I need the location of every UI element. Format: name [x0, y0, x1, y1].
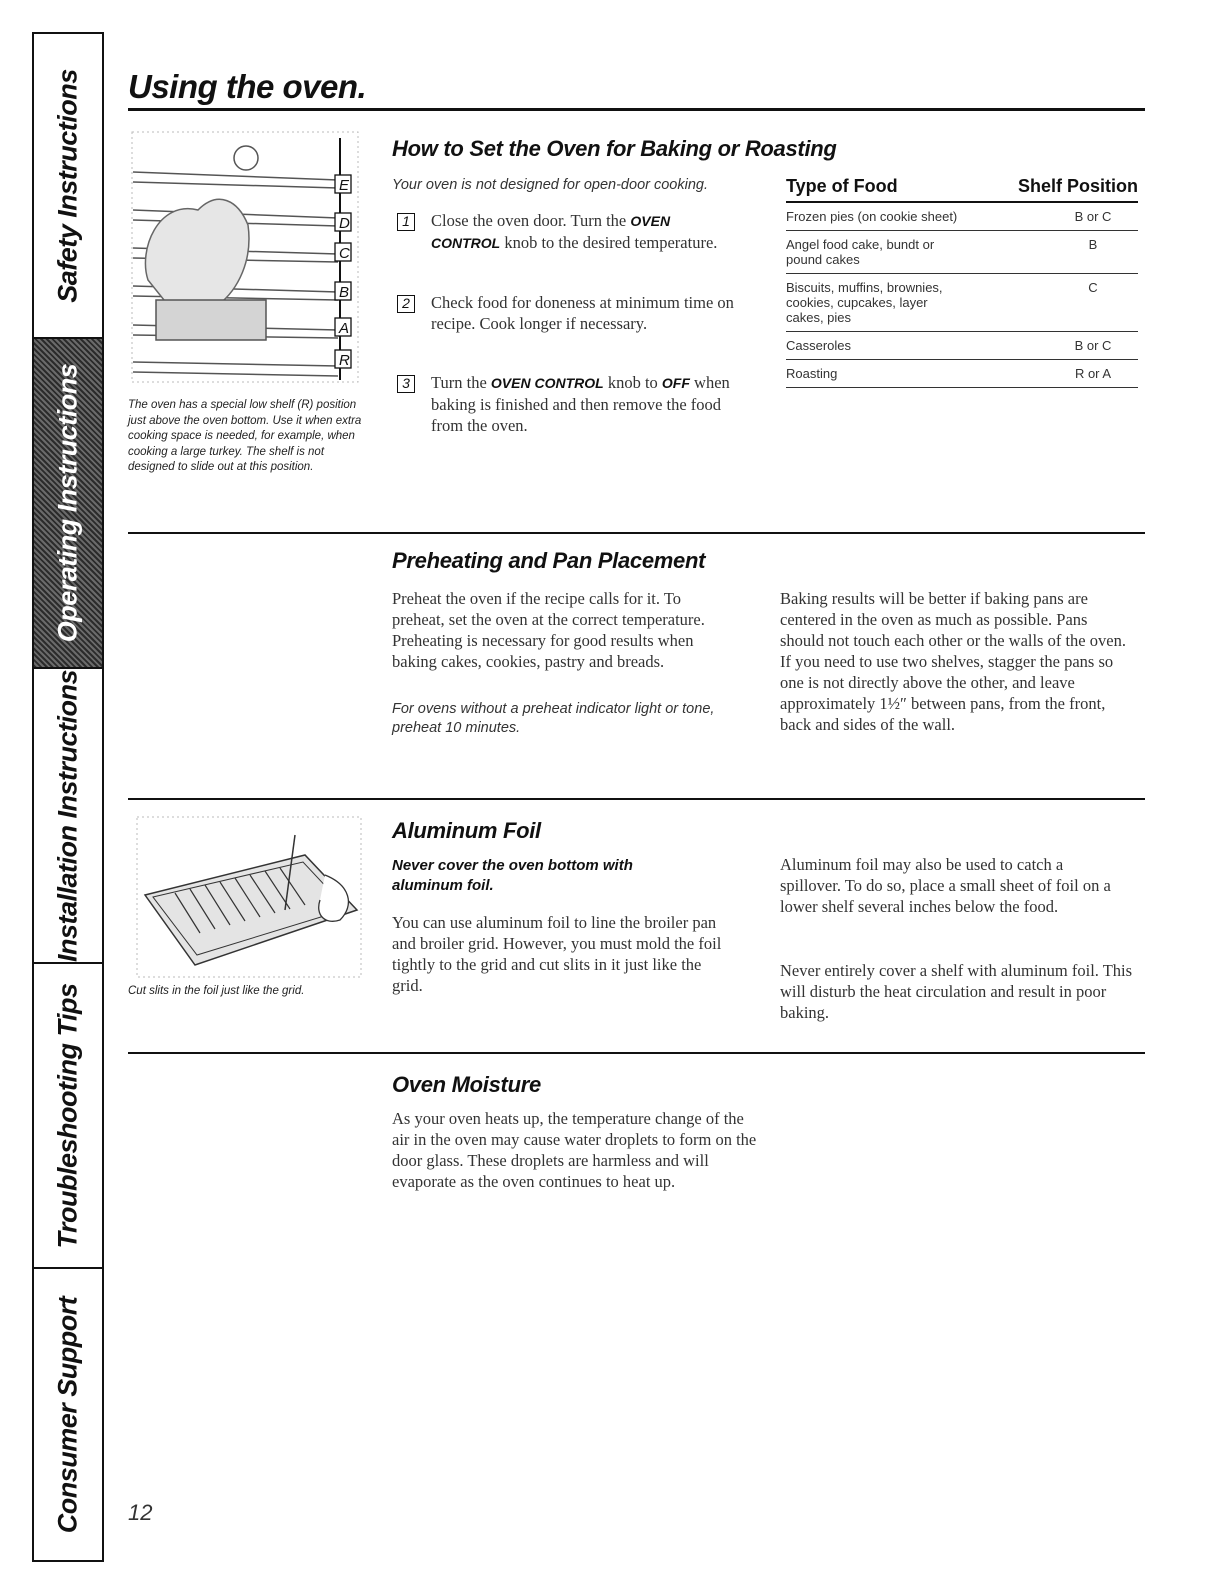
- shelf-label-r: R: [339, 352, 350, 369]
- baking-note: Your oven is not designed for open-door cooking.: [392, 177, 708, 193]
- shelf-position-table: [786, 176, 1138, 388]
- shelf-label-d: D: [339, 215, 350, 232]
- foil-paragraph-3: Never entirely cover a shelf with aluminum foil. This will disturb the heat circulation and result in poor baking.: [780, 961, 1133, 1022]
- table-header-food: Type of Food: [786, 176, 898, 196]
- title-rule: [128, 108, 1145, 111]
- section-heading-aluminum-foil: Aluminum Foil: [392, 818, 541, 843]
- section-divider: [128, 1052, 1145, 1054]
- table-row: [786, 231, 1138, 274]
- table-cell-food: Biscuits, muffins, brownies, cookies, cupcakes, layer cakes, pies: [786, 280, 943, 325]
- foil-warning: Never cover the oven bottom with aluminum foil.: [392, 857, 633, 894]
- page-number: 12: [128, 1500, 153, 1525]
- step-text: Close the oven door. Turn the OVEN CONTROL knob to the desired temperature.: [431, 211, 718, 252]
- baking-step-1: [397, 210, 741, 254]
- sidebar-item-label: Consumer Support: [52, 1296, 83, 1533]
- foil-paragraph-1: You can use aluminum foil to line the broiler pan and broiler grid. However, you must mold the foil tightly to the grid and cut slits in it just like the grid.: [392, 913, 722, 995]
- sidebar-item-operating-instructions[interactable]: [34, 339, 102, 669]
- step-number: 3: [397, 375, 415, 393]
- shelf-label-c: C: [339, 245, 350, 262]
- table-cell-position: B: [1088, 237, 1098, 252]
- preheat-paragraph: Preheat the oven if the recipe calls for it. To preheat, set the oven at the correct temperature. Preheating is necessary for good results when baking cakes, cookies, pastry and breads.: [392, 589, 705, 671]
- table-cell-position: R or A: [1074, 366, 1112, 381]
- sidebar-item-consumer-support[interactable]: [34, 1269, 102, 1560]
- foil-paragraph-2: Aluminum foil may also be used to catch a spillover. To do so, place a small sheet of foil on a lower shelf several inches below the food.: [780, 855, 1111, 916]
- table-header-shelf: Shelf Position: [1017, 176, 1138, 196]
- baking-step-2: [397, 292, 741, 334]
- oven-shelves-illustration: [128, 130, 373, 392]
- table-row: [786, 332, 1138, 360]
- shelf-label-e: E: [339, 177, 350, 194]
- section-heading-preheating: Preheating and Pan Placement: [392, 548, 706, 573]
- section-heading-oven-moisture: Oven Moisture: [392, 1072, 541, 1097]
- page-title: Using the oven.: [128, 68, 367, 105]
- table-header: [786, 176, 1138, 203]
- step-text: Turn the OVEN CONTROL knob to OFF when baking is finished and then remove the food from the oven.: [431, 373, 730, 435]
- preheat-note: For ovens without a preheat indicator light or tone, preheat 10 minutes.: [392, 701, 715, 736]
- sidebar-item-label: Safety Instructions: [52, 68, 83, 303]
- sidebar-item-troubleshooting-tips[interactable]: [34, 964, 102, 1269]
- sidebar-item-installation-instructions[interactable]: [34, 669, 102, 964]
- section-sidebar: [32, 32, 104, 1562]
- table-cell-position: B or C: [1074, 338, 1112, 353]
- step-number: 2: [397, 295, 415, 313]
- sidebar-item-safety-instructions[interactable]: [34, 34, 102, 339]
- section-divider: [128, 532, 1145, 534]
- table-row: [786, 203, 1138, 231]
- moisture-paragraph: As your oven heats up, the temperature change of the air in the oven may cause water droplets to form on the door glass. These droplets are harmless and will evaporate as the oven continues to heat up.: [392, 1109, 757, 1191]
- shelf-label-a: A: [339, 320, 350, 337]
- table-cell-position: C: [1088, 280, 1098, 295]
- table-row: [786, 274, 1138, 332]
- step-number: 1: [397, 213, 415, 231]
- table-row: [786, 360, 1138, 388]
- shelf-label-b: B: [339, 284, 350, 301]
- baking-step-3: [397, 372, 741, 436]
- section-heading-baking: How to Set the Oven for Baking or Roasting: [392, 136, 837, 161]
- sidebar-item-label: Installation Instructions: [52, 669, 83, 962]
- table-cell-food: Roasting: [786, 366, 838, 381]
- sidebar-item-label: Operating Instructions: [52, 363, 83, 643]
- step-text: Check food for doneness at minimum time on recipe. Cook longer if necessary.: [431, 293, 734, 333]
- table-cell-food: Casseroles: [786, 338, 852, 353]
- sidebar-item-label: Troubleshooting Tips: [52, 983, 83, 1248]
- figure-caption-shelves: The oven has a special low shelf (R) position just above the oven bottom. Use it when extra cooking space is needed, for example, when cooking a large turkey. The shelf is not designed to slide out at this position.: [128, 399, 362, 473]
- table-cell-food: Angel food cake, bundt or pound cakes: [786, 237, 935, 267]
- table-cell-position: B or C: [1074, 209, 1112, 224]
- pan-placement-paragraph: Baking results will be better if baking pans are centered in the oven as much as possible. Pans should not touch each other or the walls of the oven. If you need to use two shelves, stagger the pans so one is not directly above the other, and leave approximately 1½″ between pans, from the front, back and sides of the wall.: [780, 589, 1126, 734]
- broiler-pan-foil-illustration: [135, 815, 365, 980]
- figure-caption-foil: Cut slits in the foil just like the grid.: [128, 985, 305, 997]
- table-cell-food: Frozen pies (on cookie sheet): [786, 209, 958, 224]
- section-divider: [128, 798, 1145, 800]
